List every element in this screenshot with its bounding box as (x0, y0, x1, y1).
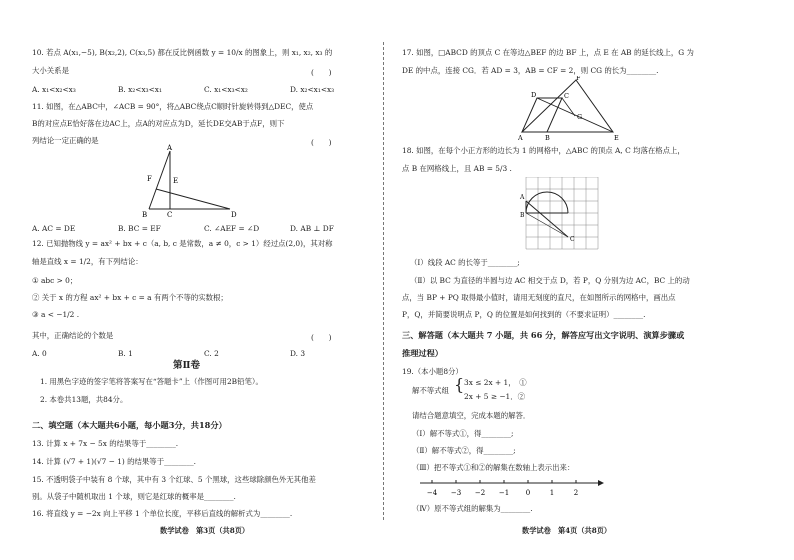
q19-inequality-2: 2x + 5 ≥ −1．② (464, 392, 526, 401)
q19-inequality-1: 3x ≤ 2x + 1， ① (464, 378, 527, 387)
number-line-tick-label: −1 (498, 489, 510, 497)
q17-line2: DE 的中点，连接 CG．若 AD = 3，AB = CF = 2，则 CG 的长为________. (402, 66, 659, 75)
q15-line2: 别。从袋子中随机取出 1 个球，则它是红球的概率是________. (32, 492, 236, 501)
number-line-tick-label: −3 (450, 489, 462, 497)
q18-line2: 点 B 在网格线上，且 AB = 5/3 . (402, 164, 512, 173)
q19-step-2: （Ⅱ）解不等式②，得________; (412, 446, 516, 455)
q11-option-b: B. BC = EF (118, 224, 161, 233)
q12-statement-1: ① abc > 0； (32, 276, 78, 285)
q12-option-b: B. 1 (118, 349, 133, 358)
q14: 14. 计算 (√7 + 1)(√7 − 1) 的结果等于________. (32, 457, 196, 466)
q12-line1: 12. 已知抛物线 y = ax² + bx + c（a, b, c 是常数，a ≠ 0，c > 1）经过点(2,0)，其对称 (32, 239, 333, 248)
q16: 16. 将直线 y = −2x 向上平移 1 个单位长度，平移后直线的解析式为________. (32, 509, 293, 518)
number-line-arrow-icon (598, 480, 604, 486)
q10-option-d: D. x₂<x₁<x₃ (290, 85, 335, 94)
q18-label-c: C (570, 236, 575, 243)
q10-answer-bracket: ( ) (311, 68, 332, 77)
number-line-tick-label: 0 (525, 489, 531, 497)
q12-option-c: C. 2 (204, 349, 219, 358)
q11-option-a: A. AC = DE (32, 224, 76, 233)
q19-prompt: 请结合题意填空，完成本题的解答． (412, 411, 531, 420)
q19-step-3: （Ⅲ）把不等式①和②的解集在数轴上表示出来： (412, 463, 575, 472)
q18-part2-line2: 点，当 BP + PQ 取得最小值时，请用无刻度的直尺，在如图所示的网格中，画出点 (402, 293, 676, 302)
section2-title: 二、填空题（本大题共6小题，每小题3分，共18分） (32, 420, 227, 430)
q10-option-a: A. x₁<x₂<x₃ (32, 85, 76, 94)
q11-line2: B的对应点E恰好落在边AC上，点A的对应点为D，延长DE交AB于点F，则下 (32, 119, 285, 128)
q19-number-line (418, 473, 608, 503)
part2-note-1: 1. 用黑色字迹的签字笔将答案写在“答题卡”上（作图可用2B铅笔）。 (40, 377, 263, 386)
q10-option-b: B. x₂<x₃<x₁ (118, 85, 162, 94)
number-line-tick-label: −2 (474, 489, 486, 497)
q17-label-f: F (576, 76, 581, 82)
q17-label-d: D (531, 91, 537, 99)
q12-line2: 轴是直线 x = 1/2，有下列结论： (32, 257, 143, 266)
q18-line1: 18. 如图，在每个小正方形的边长为 1 的网格中，△ABC 的顶点 A, C 均落在格点上， (402, 146, 685, 155)
q18-part1: （Ⅰ）线段 AC 的长等于________; (410, 258, 520, 267)
q10-line1: 10. 若点 A(x₁,−5), B(x₂,2), C(x₃,5) 都在反比例函数 y = 10/x 的图象上，则 x₁, x₂, x₃ 的 (32, 48, 333, 57)
q11-answer-bracket: ( ) (311, 138, 332, 147)
q17-label-g: G (577, 113, 583, 121)
q12-statement-2: ② 关于 x 的方程 ax² + bx + c = a 有两个不等的实数根； (32, 293, 228, 302)
q15-line1: 15. 不透明袋子中装有 8 个球，其中有 3 个红球、5 个黑球，这些球除颜色外无其他差 (32, 475, 316, 484)
q13: 13. 计算 x + 7x − 5x 的结果等于________. (32, 439, 179, 448)
q11-option-d: D. AB ⊥ DF (290, 224, 334, 233)
q10-line2: 大小关系是 (32, 66, 69, 75)
q17-label-a: A (518, 134, 523, 142)
q11-line1: 11. 如图，在△ABC中，∠ACB = 90°，将△ABC绕点C顺时针旋转得到△DEC，使点 (32, 102, 314, 111)
q11-triangle-figure (138, 143, 258, 218)
q12-option-d: D. 3 (290, 349, 306, 358)
q11-label-e: E (173, 177, 179, 185)
q12-question: 其中，正确结论的个数是 (32, 331, 114, 340)
column-divider (383, 42, 384, 520)
q17-label-e: E (614, 134, 619, 142)
q11-label-a: A (167, 144, 173, 152)
q11-label-d: D (231, 211, 237, 218)
part2-note-2: 2. 本卷共13题，共84分。 (40, 395, 128, 404)
q19-step-1: （Ⅰ）解不等式①，得________; (412, 429, 514, 438)
q17-parallelogram-figure (518, 76, 638, 142)
number-line-tick-label: −4 (426, 489, 438, 497)
q12-answer-bracket: ( ) (311, 333, 332, 342)
q19-system-brace: { (454, 375, 465, 394)
q17-line1: 17. 如图，□ABCD 的顶点 C 在等边△BEF 的边 BF 上，点 E 在 AB 的延长线上，G 为 (402, 48, 694, 57)
right-page-footer: 数学试卷 第4页（共8页） (522, 526, 612, 535)
q18-label-a: A (520, 194, 525, 201)
number-line-tick-label: 2 (573, 489, 579, 497)
q17-label-b: B (545, 134, 550, 142)
q11-label-b: B (142, 211, 148, 218)
q18-part2-line1: （Ⅱ）以 BC 为直径的半圆与边 AC 相交于点 D，若 P，Q 分别为边 AC，BC 上的动 (410, 276, 690, 285)
q19-step-4: （Ⅳ）原不等式组的解集为________. (412, 504, 533, 513)
section3-title-line1: 三、解答题（本大题共 7 小题，共 66 分，解答应写出文字说明、演算步骤或 (402, 330, 685, 340)
q18-label-b: B (520, 212, 525, 219)
q12-option-a: A. 0 (32, 349, 47, 358)
q19-intro: 解不等式组 (412, 386, 449, 395)
number-line-tick-label: 1 (549, 489, 555, 497)
q11-option-c: C. ∠AEF = ∠D (204, 224, 260, 233)
q11-label-c: C (167, 211, 173, 218)
q12-statement-3: ③ a < −1/2 . (32, 310, 80, 319)
section3-title-line2: 推理过程） (402, 348, 443, 358)
left-page-footer: 数学试卷 第3页（共8页） (160, 526, 250, 535)
q19-header: 19.（本小题8分） (402, 367, 463, 376)
q10-option-c: C. x₁<x₃<x₂ (204, 85, 248, 94)
part2-title: 第Ⅱ卷 (173, 360, 201, 371)
q17-label-c: C (564, 92, 569, 100)
q11-line3: 列结论一定正确的是 (32, 136, 99, 145)
q18-part2-line3: P，Q，并简要说明点 P，Q 的位置是如何找到的（不要求证明）________. (402, 310, 646, 319)
q18-grid-figure (518, 177, 602, 253)
q11-label-f: F (147, 175, 152, 183)
